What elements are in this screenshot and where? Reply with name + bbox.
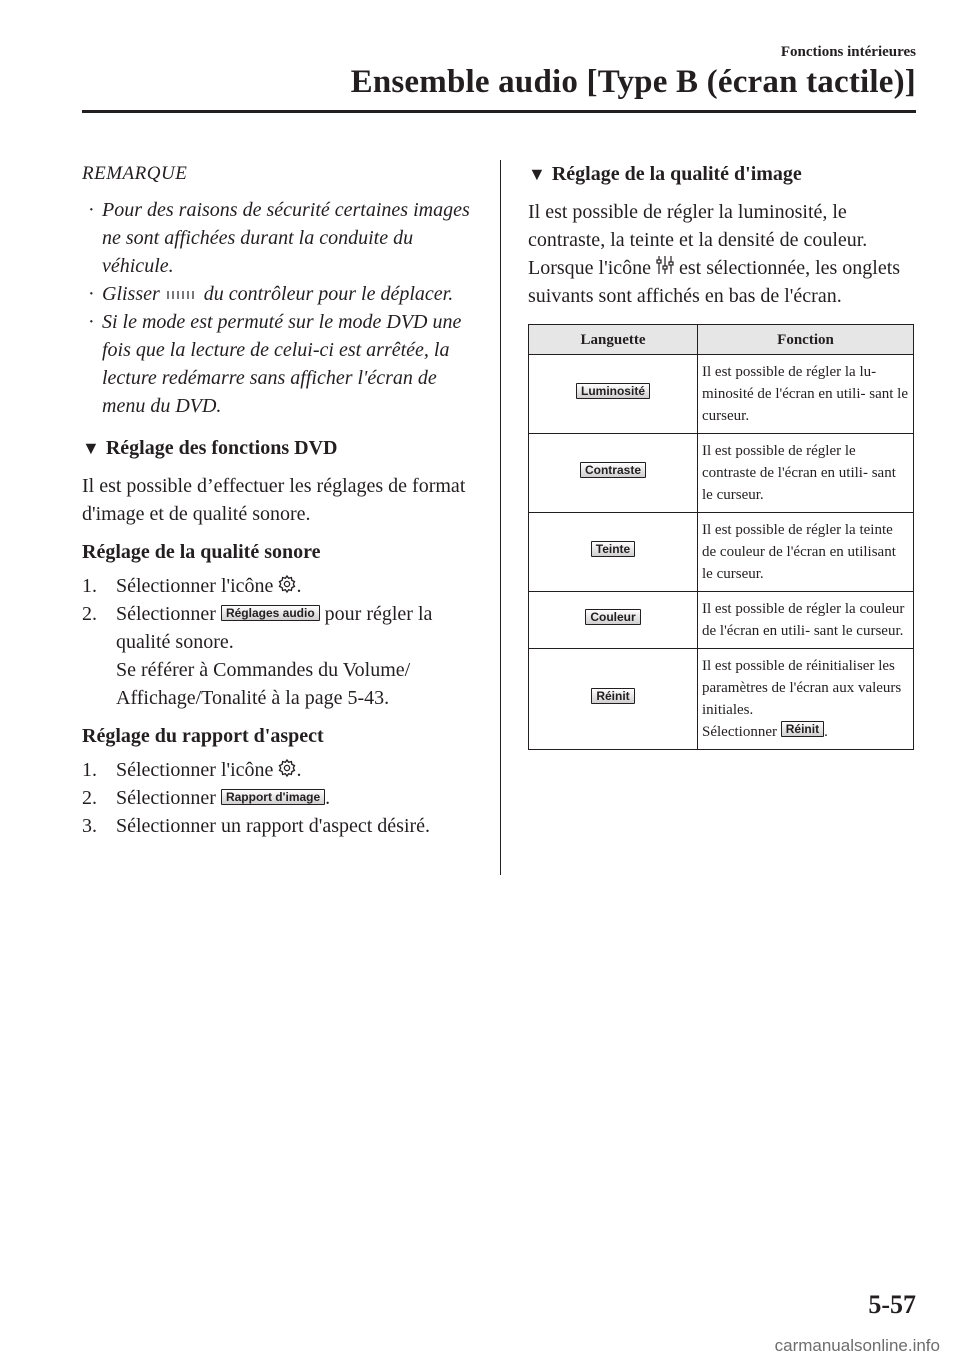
section-heading-dvd: ▼ Réglage des fonctions DVD [82,437,338,459]
table-row [529,592,914,649]
step-item: 2. Sélectionner Réglages audio pour régler la qualité sonore. Se référer à Commandes du Volume/ Affichage/Tonalité à la page 5-43. [82,603,433,709]
table-cell: Il est possible de régler la lu- minosité de l'écran en utili- sant le curseur. [698,355,914,434]
watermark: carmanualsonline.info [774,1336,940,1355]
section-name: Fonctions intérieures [780,44,916,60]
step-item: 3. Sélectionner un rapport d'aspect désiré. [82,815,431,837]
aspect-steps [82,756,482,840]
column-header: Fonction [698,325,914,355]
page-number: 5-57 [868,1290,916,1319]
note-list [82,196,482,420]
teinte-tab: Teinte [591,541,635,557]
table-cell: Il est possible de réinitialiser les paramètres de l'écran aux valeurs initiales. Sélectionner Réinit . [698,649,914,750]
note-item: · Si le mode est permuté sur le mode DVD une fois que la lecture de celui-ci est arrêtée, la lecture redémarre sans afficher l'écran de menu du DVD. [88,311,462,417]
reinit-tab: Réinit [591,688,634,704]
function-table [528,324,914,750]
aspect-ratio-heading: Réglage du rapport d'aspect [82,725,324,747]
note-item: · Pour des raisons de sécurité certaines images ne sont affichées durant la conduite du véhicule. [88,199,470,277]
reinit-button: Réinit [781,721,824,737]
table-row [529,355,914,434]
rapport-image-button: Rapport d'image [221,789,325,805]
image-adjust-icon [656,255,674,275]
gear-icon [278,575,296,593]
column-header: Languette [529,325,698,355]
header-rule [82,110,916,113]
section-heading-image-quality: ▼ Réglage de la qualité d'image [528,163,802,185]
right-column [528,160,918,750]
gear-icon [278,759,296,777]
triangle-down-icon: ▼ [528,164,546,184]
table-row [529,434,914,513]
note-item: · Glisser du contrôleur pour le déplacer. [88,283,454,305]
drag-handle-icon [165,289,199,301]
table-row [529,649,914,750]
image-quality-intro: Il est possible de régler la luminosité, le contraste, la teinte et la densité de couleur. Lorsque l'icône est sélectionnée, les onglets suivants sont affichés en bas de l'écran. [528,201,901,307]
sound-quality-heading: Réglage de la qualité sonore [82,541,321,563]
triangle-down-icon: ▼ [82,438,100,458]
sound-steps [82,572,482,712]
table-row [529,513,914,592]
left-column [82,160,482,850]
couleur-tab: Couleur [585,609,640,625]
contraste-tab: Contraste [580,462,646,478]
dvd-intro: Il est possible d’effectuer les réglages de format d'image et de qualité sonore. [82,475,466,525]
table-header-row [529,325,914,355]
luminosite-tab: Luminosité [576,383,650,399]
step-item: 2. Sélectionner Rapport d'image . [82,787,331,809]
column-divider [500,160,501,875]
table-cell: Il est possible de régler la couleur de l'écran en utili- sant le curseur. [698,592,914,649]
step-item: 1. Sélectionner l'icône . [82,759,302,781]
table-cell: Il est possible de régler le contraste de l'écran en utili- sant le curseur. [698,434,914,513]
step-item: 1. Sélectionner l'icône . [82,575,302,597]
table-cell: Il est possible de régler la teinte de couleur de l'écran en utilisant le curseur. [698,513,914,592]
note-title: REMARQUE [82,163,188,184]
page-title: Ensemble audio [Type B (écran tactile)] [350,64,916,100]
reglages-audio-button: Réglages audio [221,605,320,621]
